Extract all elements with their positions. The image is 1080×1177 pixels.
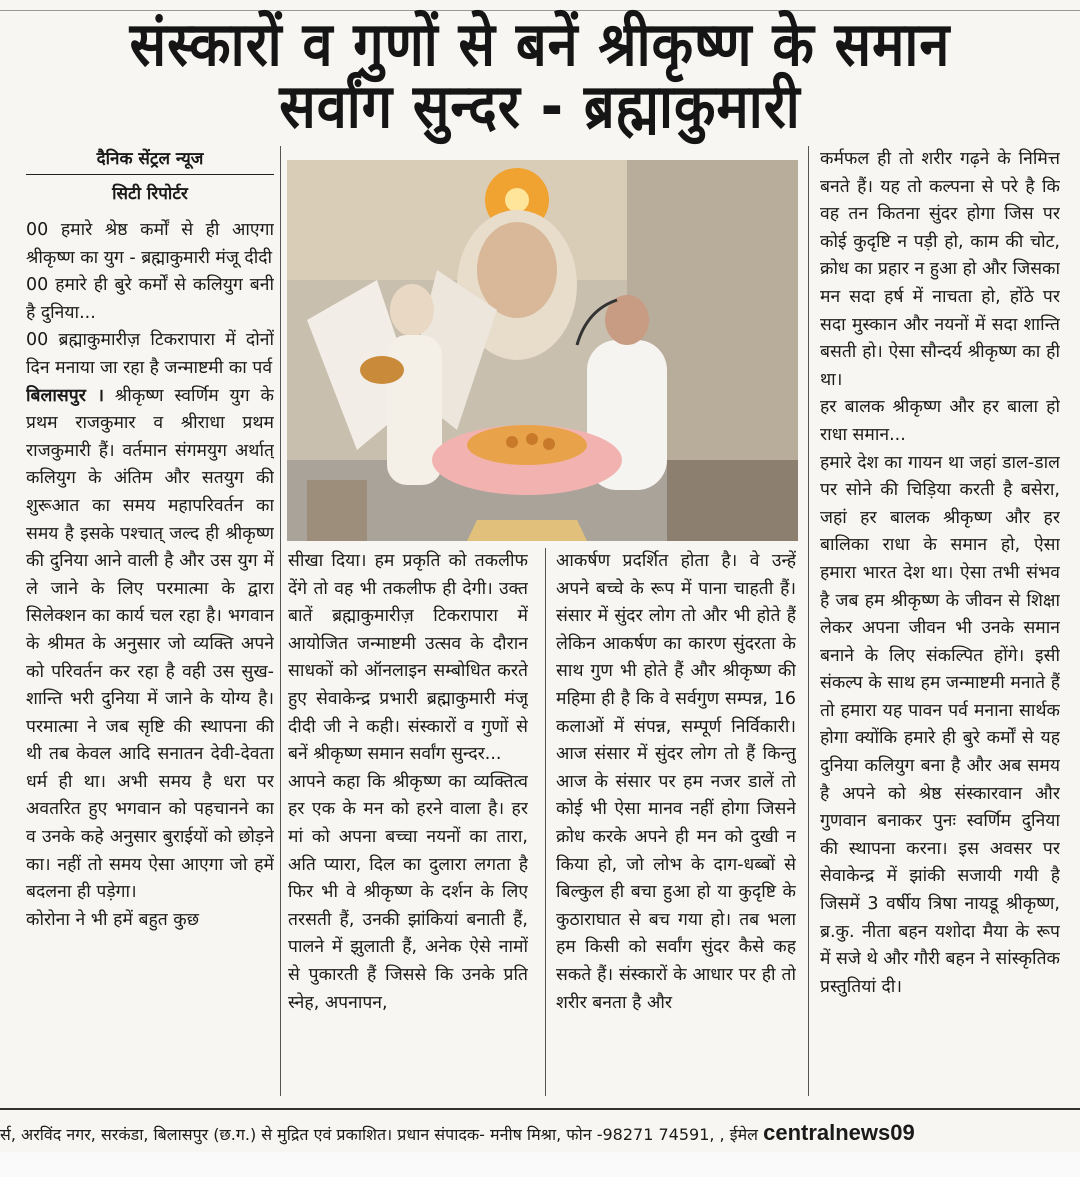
imprint-text: र्स, अरविंद नगर, सरकंडा, बिलासपुर (छ.ग.) से मुद्रित एवं प्रकाशित। प्रधान संपादक- मनीष मिश्रा, फोन -98271 74591, , ईमेल bbox=[0, 1125, 758, 1144]
headline-line-2: सर्वांग सुन्दर - ब्रह्माकुमारी bbox=[279, 71, 801, 142]
highlight-3: 00 ब्रह्माकुमारीज़ टिकरापारा में दोनों दिन मनाया जा रहा है जन्माष्टमी का पर्व bbox=[26, 330, 274, 378]
highlight-1: 00 हमारे श्रेष्ठ कर्मों से ही आएगा श्रीकृष्ण का युग - ब्रह्माकुमारी मंजू दीदी bbox=[26, 220, 274, 268]
column-divider bbox=[808, 146, 809, 1096]
footer-rule bbox=[0, 1108, 1080, 1110]
article-col4-part1: कर्मफल ही तो शरीर गढ़ने के निमित्त बनते हैं। यह तो कल्पना से परे है कि वह तन कितना सुंदर होगा जिस पर कोई कुदृष्टि न पड़ी हो, काम की चोट, क्रोध का प्रहार न हुआ हो और जिसका मन सदा हर्ष में नाचता हो, होंठे पर सदा मुस्कान और नयनों में सदा शान्ति बसती हो। ऐसा सौन्दर्य श्रीकृष्ण का ही था। bbox=[820, 149, 1060, 390]
article-col2-part1: सीखा दिया। हम प्रकृति को तकलीफ देंगे तो वह भी तकलीफ ही देगी। उक्त बातें ब्रह्माकुमारीज़ टिकरापारा में आयोजित जन्माष्टमी उत्सव के दौरान साधकों को ऑनलाइन सम्बोधित करते हुए सेवाकेन्द्र प्रभारी ब्रह्माकुमारी मंजू दीदी जी ने कही। संस्कारों व गुणों से बनें श्रीकृष्ण समान सर्वांग सुन्दर... bbox=[288, 551, 528, 765]
column-2 bbox=[288, 548, 528, 1096]
article-col2-part2: आपने कहा कि श्रीकृष्ण का व्यक्तित्व हर एक के मन को हरने वाला है। हर मां को अपना बच्चा नयनों का तारा, अति प्यारा, दिल का दुलारा लगता है फिर भी वे श्रीकृष्ण के दर्शन के लिए तरसती हैं, उनकी झांकियां बनाती हैं, पालने में झुलाती हैं, अनेक ऐसे नामों से पुकारती हैं जिससे कि उनके प्रति स्नेह, अपनापन, bbox=[288, 771, 528, 1013]
headline bbox=[20, 9, 1060, 142]
column-4 bbox=[820, 146, 1060, 1096]
event-photo-illustration bbox=[287, 160, 798, 541]
subheading: हर बालक श्रीकृष्ण और हर बाला हो राधा समान... bbox=[820, 397, 1060, 445]
column-divider bbox=[545, 548, 546, 1096]
byline-reporter: सिटी रिपोर्टर bbox=[112, 184, 188, 204]
dateline: बिलासपुर । bbox=[26, 385, 104, 406]
article-lead bbox=[26, 383, 274, 907]
highlight-2: 00 हमारे ही बुरे कर्मों से कलियुग बनी है दुनिया... bbox=[26, 275, 274, 323]
email-brand: centralnews09 bbox=[763, 1120, 915, 1145]
column-1 bbox=[26, 146, 274, 1094]
bottom-margin bbox=[0, 1152, 1080, 1177]
column-divider bbox=[280, 146, 281, 1096]
article-col3: आकर्षण प्रदर्शित होता है। वे उन्हें अपने बच्चे के रूप में पाना चाहती हैं। संसार में सुंदर लोग तो और भी होते हैं लेकिन आकर्षण का कारण सुंदरता के साथ गुण भी होते हैं और श्रीकृष्ण की महिमा ही है कि वे सर्वगुण सम्पन्न, 16 कलाओं में संपन्न, सम्पूर्ण निर्विकारी। आज संसार में सुंदर लोग तो हैं किन्तु आज के संसार पर हम नजर डालें तो कोई भी ऐसा मानव नहीं होगा जिसने क्रोध करके अपने ही मन को दुखी न किया हो, जो लोभ के दाग-धब्बों से बिल्कुल ही बचा हुआ हो या कुदृष्टि के कुठाराघात से बच गया हो। तब भला हम किसी को सर्वांग सुंदर कैसे कह सकते हैं। संस्कारों के आधार पर ही तो शरीर बनता है और bbox=[556, 551, 796, 1013]
article-col1-tail: कोरोना ने भी हमें बहुत कुछ bbox=[26, 909, 199, 930]
column-3 bbox=[556, 548, 796, 1096]
imprint-line bbox=[0, 1118, 1080, 1148]
event-photo bbox=[287, 160, 798, 541]
byline-rule bbox=[26, 174, 274, 175]
article-col4-part2: हमारे देश का गायन था जहां डाल-डाल पर सोने की चिड़िया करती है बसेरा, जहां हर बालक श्रीकृष्ण और हर बालिका राधा के समान हो, ऐसा हमारा भारत देश था। ऐसा तभी संभव है जब हम श्रीकृष्ण के जीवन से शिक्षा लेकर अपना जीवन भी उनके समान बनाने के लिए संकल्पित होंगे। इसी संकल्प के साथ हम जन्माष्टमी मनाते हैं तो हमारा यह पावन पर्व मनाना सार्थक होगा क्योंकि हमारे ही बुरे कर्मों से यह दुनिया कलियुग बना है और अब समय है अपने को श्रेष्ठ संस्कारवान और गुणवान बनाकर पुनः स्वर्णिम दुनिया की स्थापना करना। इस अवसर पर सेवाकेन्द्र में झांकी सजायी गयी है जिसमें 3 वर्षीय त्रिषा नायडू श्रीकृष्ण, ब्र.कु. नीता बहन यशोदा मैया के रूप में सजे थे और गौरी बहन ने सांस्कृतिक प्रस्तुतियां दी। bbox=[820, 452, 1060, 997]
article-col1-text: श्रीकृष्ण स्वर्णिम युग के प्रथम राजकुमार व श्रीराधा प्रथम राजकुमारी हैं। वर्तमान संगमयुग अर्थात् कलियुग के अंतिम और सतयुग की शुरूआत का समय महापरिवर्तन का समय है इसके पश्चात् जल्द ही श्रीकृष्ण की दुनिया आने वाली है और उस युग में ले जाने के लिए परमात्मा के द्वारा सिलेक्शन का कार्य चल रहा है। भगवान के श्रीमत के अनुसार जो व्यक्ति अपने को परिवर्तन कर रहा है वही उस सुख-शान्ति भरी दुनिया में जाने के योग्य है। परमात्मा ने जब सृष्टि की स्थापना की थी तब केवल आदि सनातन देवी-देवता धर्म ही था। अभी समय है धरा पर अवतरित हुए भगवान को पहचानने का व उनके कहे अनुसार बुराईयों को छोड़ने का। नहीं तो समय ऐसा आएगा जो हमें बदलना ही पड़ेगा। bbox=[26, 385, 274, 903]
headline-line-1: संस्कारों व गुणों से बनें श्रीकृष्ण के समान bbox=[129, 9, 951, 80]
byline-paper: दैनिक सेंट्रल न्यूज bbox=[96, 149, 204, 169]
